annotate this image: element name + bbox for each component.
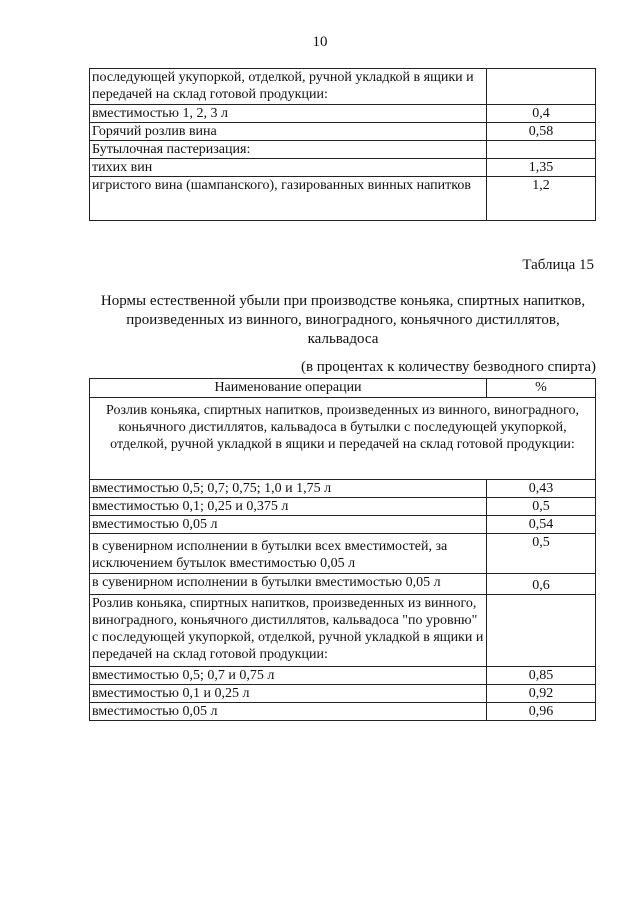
operation-cell: вместимостью 0,05 л [90,703,487,721]
section-row [90,398,596,480]
value-cell: 0,58 [487,123,596,141]
operation-cell: в сувенирном исполнении в бутылки всех вместимостей, за исключением бутылок вместимостью 0,05 л [90,534,487,574]
operation-cell: вместимостью 0,1 и 0,25 л [90,685,487,703]
value-cell: 0,6 [487,574,596,595]
table-row [90,159,596,177]
value-cell: 0,92 [487,685,596,703]
table-row [90,534,596,574]
table-row [90,516,596,534]
section-heading: Розлив коньяка, спиртных напитков, произведенных из винного, виноградного, коньячного дистиллятов, кальвадоса в бутылки с последующей укупоркой, отделкой, ручной укладкой в ящики и передачей на склад готовой продукции: [90,398,596,480]
value-cell [487,69,596,105]
value-cell: 0,5 [487,498,596,516]
value-cell [487,595,596,667]
value-cell: 0,5 [487,534,596,574]
table-row [90,69,596,105]
table-row [90,574,596,595]
header-operation: Наименование операции [90,379,487,398]
operation-cell: вместимостью 0,05 л [90,516,487,534]
operation-cell: в сувенирном исполнении в бутылки вместимостью 0,05 л [90,574,487,595]
value-cell: 0,43 [487,480,596,498]
table-row [90,177,596,221]
operation-cell: Горячий розлив вина [90,123,487,141]
table-row [90,667,596,685]
table-row [90,480,596,498]
operation-cell: тихих вин [90,159,487,177]
losses-table [89,378,596,721]
operation-cell: игристого вина (шампанского), газированных винных напитков [90,177,487,221]
section-heading: Розлив коньяка, спиртных напитков, произведенных из винного, виноградного, коньячного дистиллятов, кальвадоса "по уровню" с последующей укупоркой, отделкой, ручной укладкой в ящики и передачей на склад готовой продукции: [90,595,487,667]
operation-cell: вместимостью 0,5; 0,7; 0,75; 1,0 и 1,75 л [90,480,487,498]
value-cell: 0,96 [487,703,596,721]
table-title: Нормы естественной убыли при производстве коньяка, спиртных напитков, произведенных из винного, виноградного, коньячного дистиллятов, кальвадоса [100,293,586,347]
unit-note: (в процентах к количеству безводного спирта) [300,359,596,375]
header-row [90,379,596,398]
value-cell: 1,2 [487,177,596,221]
table-row [90,141,596,159]
continued-table [89,68,596,221]
value-cell: 0,4 [487,105,596,123]
table-label: Таблица 15 [522,257,594,273]
section-row [90,595,596,667]
value-cell: 1,35 [487,159,596,177]
value-cell: 0,54 [487,516,596,534]
table-row [90,685,596,703]
page-number: 10 [312,34,328,50]
value-cell [487,141,596,159]
operation-cell: вместимостью 0,5; 0,7 и 0,75 л [90,667,487,685]
operation-cell: последующей укупоркой, отделкой, ручной укладкой в ящики и передачей на склад готовой продукции: [90,69,487,105]
table-row [90,123,596,141]
header-percent: % [487,379,596,398]
value-cell: 0,85 [487,667,596,685]
operation-cell: Бутылочная пастеризация: [90,141,487,159]
table-row [90,703,596,721]
operation-cell: вместимостью 1, 2, 3 л [90,105,487,123]
table-row [90,105,596,123]
operation-cell: вместимостью 0,1; 0,25 и 0,375 л [90,498,487,516]
table-row [90,498,596,516]
